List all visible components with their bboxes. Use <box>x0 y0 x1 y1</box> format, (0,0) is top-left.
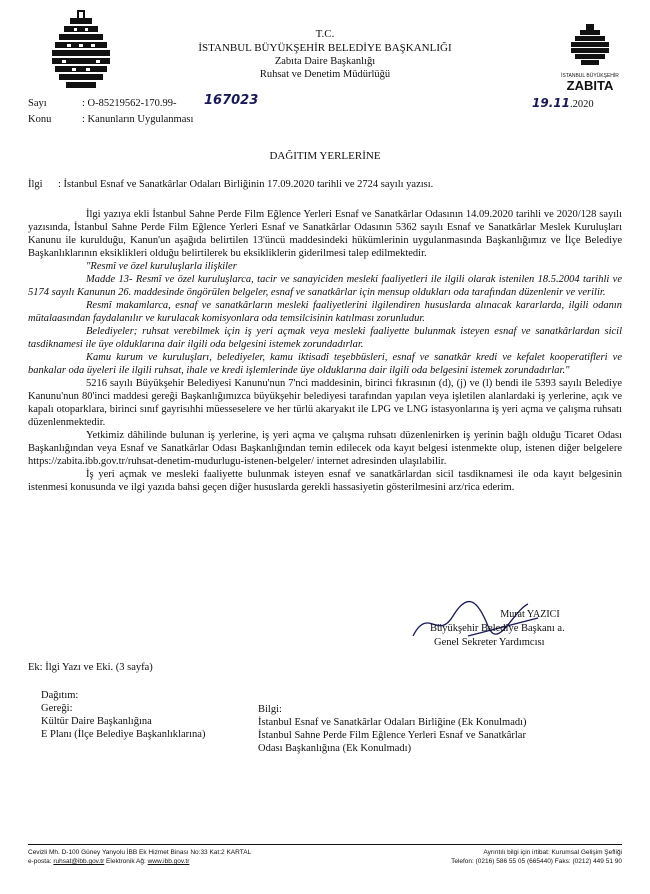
paragraph-4: İş yeri açmak ve mesleki faaliyette bulunmak isteyen esnaf ve sanatkârlardan sicil tasdiknamesi ile oda kayıt belgesinin istenmesi konusunda ve ilgi yazıda bahsi geçen diğer hususlarda gerekli hassasiyetin gösterilmesini arz/rica ederim. <box>28 469 622 493</box>
ilgi-label: İlgi <box>28 179 43 190</box>
sayi-label: Sayı <box>28 98 47 109</box>
header-directorate: Ruhsat ve Denetim Müdürlüğü <box>259 69 391 80</box>
footer-contact: Ayrıntılı bilgi için irtibat: Kurumsal Gelişim Şefliği <box>483 849 622 856</box>
quote-2: Resmî makamlarca, esnaf ve sanatkârların mesleki faaliyetlerini ilgilendiren hususlarda alınacak kararlarda, ilgili odanın mütalaasından faydalanılır ve kurulacak komisyonlara oda temsilcisinin katılması zorunludur. <box>28 300 622 324</box>
letterhead <box>150 28 500 81</box>
meta-block <box>28 93 628 127</box>
distribution-left <box>41 689 271 741</box>
quote-title: "Resmî ve özel kuruluşlarla ilişkiler <box>86 261 237 272</box>
ibb-logo <box>50 8 112 90</box>
zabita-logo <box>560 22 620 92</box>
zabita-logo-text: ZABITA <box>566 78 614 93</box>
footer-web-label: Elektronik Ağ: <box>106 858 146 865</box>
ilgi-row <box>28 178 628 191</box>
gereg-item: E Planı (İlçe Belediye Başkanlıklarına) <box>41 729 206 740</box>
signatory-name: Murat YAZICI <box>500 609 560 620</box>
distribution-label: Dağıtım: <box>41 690 79 701</box>
date <box>532 97 594 111</box>
attachment: Ek: İlgi Yazı ve Eki. (3 sayfa) <box>28 662 153 673</box>
quote-1: Madde 13- Resmî ve özel kuruluşlarca, tacir ve sanayiciden mesleki faaliyetleri ile ilgili olarak istenilen 18.5.2004 tarihli ve 5174 sayılı Kanunun 26. maddesinde öngörülen belgeler, esnaf ve sanatkârlar için mensup oldukları oda tarafından düzenlenir ve verilir. <box>28 274 622 298</box>
paragraph-2: 5216 sayılı Büyükşehir Belediyesi Kanunu'nun 7'nci maddesinin, birinci fıkrasının (d), (j) ve (l) bendi ile 5393 sayılı Belediye Kanunu'nun 80'inci maddesi gereği Başkanlığımızca büyükşehir belediyesi tarafından yapılan veya işletilen alanlardaki iş yerlerine, açık ve kapalı otoparklara, birinci sınıf gayrisıhhi müesseselere ve her türlü akaryakıt ile LPG ve LNG istasyonlarına iş yeri açma ve çalışma ruhsatı düzenlenmektedir. <box>28 378 622 428</box>
paragraph-3: Yetkimiz dâhilinde bulunan iş yerlerine, iş yeri açma ve çalışma ruhsatı düzenlenirken iş yerinin bağlı olduğu Ticaret Odası Başkanlığından veya Esnaf ve Sanatkârlar Odası Başkanlığından temin edilecek oda kayıt belgesi istenmekte olup, istenen diğer belgelere https://zabita.ibb.gov.tr/ruhsat-denetim-mudurlugu-istenen-belgeler/ internet adresinden ulaşılabilir. <box>28 430 622 467</box>
signatory-title-1: Büyükşehir Belediye Başkanı a. <box>430 623 565 634</box>
date-suffix: .2020 <box>569 99 594 110</box>
konu-value: : Kanunların Uygulanması <box>82 114 194 125</box>
quote-3: Belediyeler; ruhsat verebilmek için iş yeri açmak veya mesleki faaliyette bulunmak isteyen esnaf ve sanatkârlardan sicil tasdiknamesi ile üye olduklarına dair ilgili oda belgesini istemek zorundadırlar. <box>28 326 622 350</box>
gereg-item: Kültür Daire Başkanlığına <box>41 716 152 727</box>
distribution-right <box>258 703 628 755</box>
footer-right <box>370 848 622 866</box>
paragraph-1: İlgi yazıya ekli İstanbul Sahne Perde Film Eğlence Yerleri Esnaf ve Sanatkârlar Odasının 14.09.2020 tarihli ve 2020/128 sayılı yazısında, İstanbul Sahne Perde Film Eğlence Yerleri Esnaf ve Sanatkârlar Odasının 5362 sayılı Esnaf ve Sanatkârlar Meslek Kuruluşları Kanunu ile kurulduğu, Kanun'un aşağıda belirtilen 13'üncü maddesindeki hükümlerinin uygulanmasında Başkanlığımız ve İlçe Belediye Başkanlıklarının eksiklikleri olduğu belirtilerek bu eksikliklerin giderilmesi talep edilmektedir. <box>28 209 622 259</box>
header-country: T.C. <box>315 28 335 40</box>
bilgi-item: Odası Başkanlığına (Ek Konulmadı) <box>258 743 412 754</box>
ilgi-value: : İstanbul Esnaf ve Sanatkârlar Odaları Birliğinin 17.09.2020 tarihli ve 2724 sayılı yazısı. <box>58 179 434 190</box>
konu-label: Konu <box>28 114 52 125</box>
footer-phone: Telefon: (0216) 586 55 05 (665440) Faks: (0212) 449 51 90 <box>451 858 622 865</box>
header-department: Zabıta Daire Başkanlığı <box>274 56 376 67</box>
zabita-emblem-icon <box>560 22 620 66</box>
header-institution: İSTANBUL BÜYÜKŞEHİR BELEDİYE BAŞKANLIĞI <box>198 42 452 54</box>
distribution-title: DAĞITIM YERLERİNE <box>269 150 381 162</box>
footer-email-label: e-posta: <box>28 858 52 865</box>
quote-4: Kamu kurum ve kuruluşları, belediyeler, kamu iktisadî teşebbüsleri, esnaf ve sanatkâr kredi ve kefalet kooperatifleri ve bankalar oda üyeleri ile ilgili ruhsat, ihale ve kredi işlemlerinde üye olduklarına dair ilgili oda belgesini istemek zorundadırlar." <box>28 352 622 376</box>
body-text <box>28 208 622 494</box>
zabita-logo-small-text: İSTANBUL BÜYÜKŞEHİR <box>561 73 619 79</box>
signatory-title-2: Genel Sekreter Yardımcısı <box>434 637 545 648</box>
bilgi-item: İstanbul Esnaf ve Sanatkârlar Odaları Birliğine (Ek Konulmadı) <box>258 717 527 728</box>
gereg-label: Gereği: <box>41 703 73 714</box>
date-handwritten: 19.11 <box>532 96 570 110</box>
bilgi-item: İstanbul Sahne Perde Film Eğlence Yerleri Esnaf ve Sanatkârlar <box>258 730 526 741</box>
signature-block <box>400 596 620 660</box>
footer-web-link[interactable]: www.ibb.gov.tr <box>147 858 190 865</box>
bilgi-label: Bilgi: <box>258 704 282 715</box>
footer-left <box>28 848 348 866</box>
footer-divider <box>28 844 622 845</box>
sayi-value: : O-85219562-170.99- <box>82 98 177 109</box>
footer-address: Cevizli Mh. D-100 Güney Yanyolu İBB Ek Hizmet Binası No:33 Kat:2 KARTAL <box>28 849 252 856</box>
footer-email-link[interactable]: ruhsat@ibb.gov.tr <box>53 858 105 865</box>
sayi-handwritten: 167023 <box>204 93 259 108</box>
